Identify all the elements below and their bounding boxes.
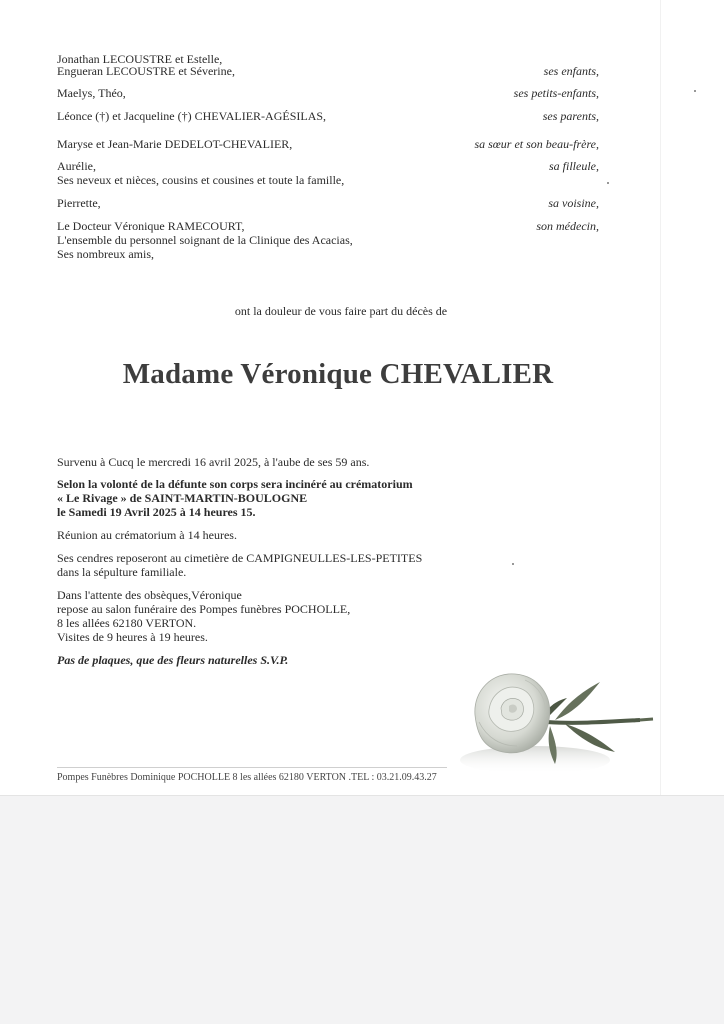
cremation-line-1: Selon la volonté de la défunte son corps sera incinéré au crématorium (57, 477, 413, 491)
relation-neighbour: sa voisine, (548, 196, 599, 210)
family-line-1: Jonathan LECOUSTRE et Estelle, (57, 52, 223, 66)
meeting-info: Réunion au crématorium à 14 heures. (57, 528, 237, 542)
footer-rule (57, 767, 447, 768)
family-line-8: Pierrette, (57, 196, 101, 210)
paper-fold (660, 0, 661, 795)
scan-speck (512, 563, 514, 565)
waiting-line-2: repose au salon funéraire des Pompes funèbres POCHOLLE, (57, 602, 351, 616)
ashes-line-1: Ses cendres reposeront au cimetière de CAMPIGNEULLES-LES-PETITES (57, 551, 423, 565)
relation-doctor: son médecin, (536, 219, 599, 233)
white-rose-icon (455, 660, 655, 780)
family-line-6: Aurélie, (57, 159, 96, 173)
relation-parents: ses parents, (542, 109, 599, 123)
scan-speck (694, 90, 696, 92)
ashes-line-2: dans la sépulture familiale. (57, 565, 187, 579)
family-line-7: Ses neveux et nièces, cousins et cousines et toute la famille, (57, 173, 345, 187)
family-line-11: Ses nombreux amis, (57, 247, 154, 261)
cremation-line-2: « Le Rivage » de SAINT-MARTIN-BOULOGNE (57, 491, 308, 505)
family-line-10: L'ensemble du personnel soignant de la Clinique des Acacias, (57, 233, 353, 247)
flowers-note: Pas de plaques, que des fleurs naturelles S.V.P. (57, 653, 289, 667)
waiting-line-4: Visites de 9 heures à 19 heures. (57, 630, 208, 644)
family-line-5: Maryse et Jean-Marie DEDELOT-CHEVALIER, (57, 137, 293, 151)
family-line-2: Engueran LECOUSTRE et Séverine, (57, 64, 235, 78)
relation-children: ses enfants, (543, 64, 599, 78)
family-line-4: Léonce (†) et Jacqueline (†) CHEVALIER-AGÉSILAS, (57, 109, 327, 123)
relation-goddaughter: sa filleule, (549, 159, 599, 173)
sheet-edge (0, 795, 724, 796)
family-line-9: Le Docteur Véronique RAMECOURT, (57, 219, 245, 233)
footer-contact: Pompes Funèbres Dominique POCHOLLE 8 les allées 62180 VERTON .TEL : 03.21.09.43.27 (57, 772, 437, 783)
waiting-line-3: 8 les allées 62180 VERTON. (57, 616, 197, 630)
announcement-text: ont la douleur de vous faire part du décès de (234, 304, 448, 318)
relation-grandchildren: ses petits-enfants, (513, 86, 599, 100)
relation-sister: sa sœur et son beau-frère, (474, 137, 599, 151)
death-info: Survenu à Cucq le mercredi 16 avril 2025, à l'aube de ses 59 ans. (57, 455, 370, 469)
scan-speck (607, 182, 609, 184)
waiting-line-1: Dans l'attente des obsèques,Véronique (57, 588, 242, 602)
family-line-3: Maelys, Théo, (57, 86, 126, 100)
cremation-line-3: le Samedi 19 Avril 2025 à 14 heures 15. (57, 505, 256, 519)
deceased-name: Madame Véronique CHEVALIER (122, 358, 554, 390)
